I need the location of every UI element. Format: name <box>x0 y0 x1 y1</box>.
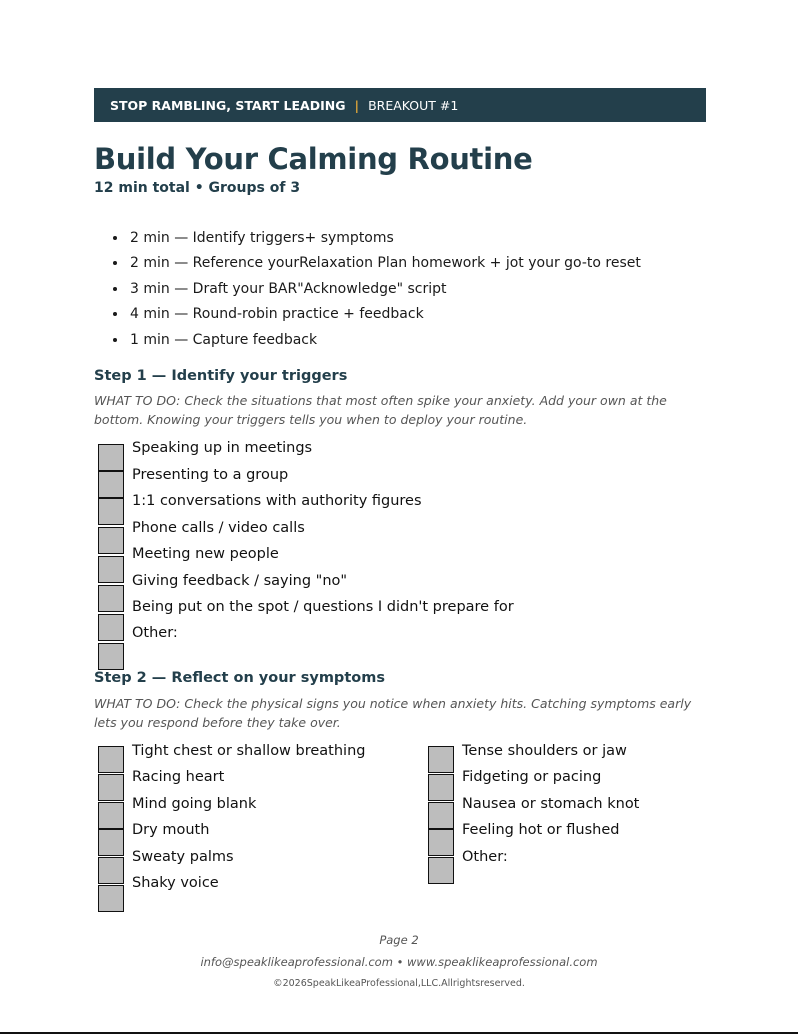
step1-instructions: WHAT TO DO: Check the situations that most often spike your anxiety. Add your own at the bottom. Knowing your triggers tells you when to deploy your routine. <box>94 393 667 427</box>
trigger-label: Being put on the spot / questions I didn't prepare for <box>132 599 514 615</box>
symptom-checkbox-right-5[interactable] <box>428 857 454 884</box>
trigger-label: Meeting new people <box>132 546 279 562</box>
symptom-label: Sweaty palms <box>132 849 234 865</box>
trigger-checkbox-6[interactable] <box>98 585 124 612</box>
trigger-checkbox-1[interactable] <box>98 444 124 471</box>
agenda-list <box>94 226 641 353</box>
symptom-checkbox-left-6[interactable] <box>98 885 124 912</box>
agenda-item: • 1 min — Capture feedback <box>128 328 641 353</box>
trigger-label: Speaking up in meetings <box>132 440 313 456</box>
symptom-label: Tense shoulders or jaw <box>462 743 627 759</box>
trigger-checkbox-8[interactable] <box>98 643 124 670</box>
trigger-checkbox-7[interactable] <box>98 614 124 641</box>
trigger-label: 1:1 conversations with authority figures <box>132 493 422 509</box>
trigger-label: Giving feedback / saying "no" <box>132 573 348 589</box>
header-banner <box>94 88 706 122</box>
symptom-label: Feeling hot or flushed <box>462 822 620 838</box>
trigger-checkbox-3[interactable] <box>98 498 124 525</box>
banner-separator: | <box>354 97 360 113</box>
symptom-checkbox-right-2[interactable] <box>428 774 454 801</box>
symptom-checkbox-right-3[interactable] <box>428 802 454 829</box>
step1-heading: Step 1 — Identify your triggers <box>94 368 348 384</box>
agenda-item: • 2 min — Reference yourRelaxation Plan homework + jot your go-to reset <box>128 251 641 276</box>
symptom-label: Shaky voice <box>132 875 219 891</box>
symptom-checkbox-right-4[interactable] <box>428 829 454 856</box>
agenda-item: • 3 min — Draft your BAR"Acknowledge" script <box>128 277 641 302</box>
contact-line: info@speaklikeaprofessional.com • www.speaklikeaprofessional.com <box>200 955 598 969</box>
trigger-checkbox-5[interactable] <box>98 556 124 583</box>
symptom-checkbox-left-4[interactable] <box>98 829 124 856</box>
symptom-label: Racing heart <box>132 769 225 785</box>
session-label: BREAKOUT #1 <box>368 97 459 113</box>
page-title: Build Your Calming Routine <box>94 142 533 176</box>
trigger-other-label: Other: <box>132 625 178 641</box>
bottom-divider <box>0 1032 798 1034</box>
copyright-line: ©2026SpeakLikeaProfessional,LLC.Allrightsreserved. <box>273 978 525 989</box>
symptom-other-label: Other: <box>462 849 508 865</box>
trigger-label: Presenting to a group <box>132 467 289 483</box>
symptom-label: Nausea or stomach knot <box>462 796 640 812</box>
step2-instructions: WHAT TO DO: Check the physical signs you notice when anxiety hits. Catching symptoms early lets you respond before they take over. <box>94 696 692 730</box>
symptom-checkbox-left-2[interactable] <box>98 774 124 801</box>
symptom-checkbox-left-1[interactable] <box>98 746 124 773</box>
program-name: STOP RAMBLING, START LEADING <box>110 97 346 113</box>
trigger-label: Phone calls / video calls <box>132 520 305 536</box>
symptom-label: Dry mouth <box>132 822 210 838</box>
symptom-label: Fidgeting or pacing <box>462 769 602 785</box>
agenda-item: • 2 min — Identify triggers+ symptoms <box>128 226 641 251</box>
step2-heading: Step 2 — Reflect on your symptoms <box>94 670 385 686</box>
symptom-checkbox-right-1[interactable] <box>428 746 454 773</box>
page-number: Page 2 <box>379 933 419 947</box>
page-subtitle: 12 min total • Groups of 3 <box>94 180 301 196</box>
symptom-checkbox-left-3[interactable] <box>98 802 124 829</box>
symptom-checkbox-left-5[interactable] <box>98 857 124 884</box>
symptom-label: Mind going blank <box>132 796 257 812</box>
trigger-checkbox-2[interactable] <box>98 471 124 498</box>
agenda-item: • 4 min — Round-robin practice + feedback <box>128 302 641 327</box>
trigger-checkbox-4[interactable] <box>98 527 124 554</box>
symptom-label: Tight chest or shallow breathing <box>132 743 366 759</box>
